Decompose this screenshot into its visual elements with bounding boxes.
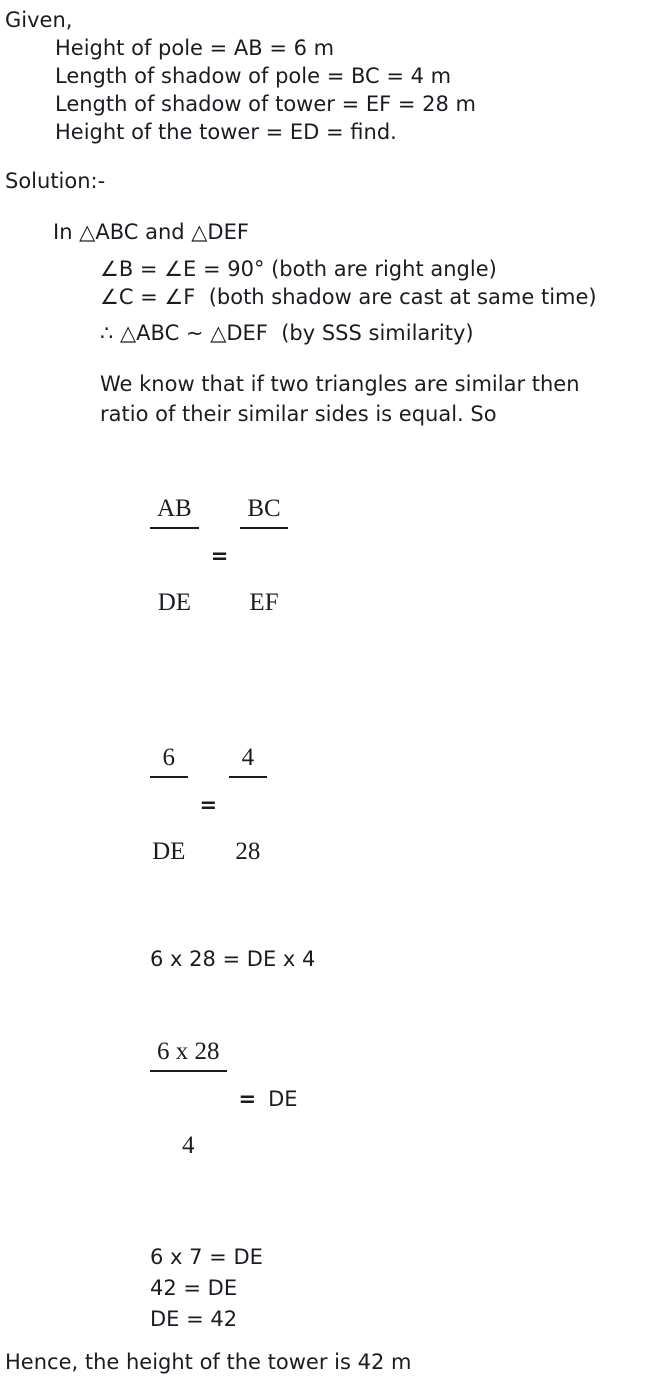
equals-sign: = xyxy=(238,1087,257,1111)
step-line-42-de: 42 = DE xyxy=(150,1276,238,1300)
fraction-numerator: 6 x 28 xyxy=(150,1038,227,1072)
explanation-line-1: We know that if two triangles are similar then xyxy=(100,372,580,396)
angle-line-b-e: ∠B = ∠E = 90° (both are right angle) xyxy=(100,257,497,281)
conclusion-line: Hence, the height of the tower is 42 m xyxy=(5,1350,412,1374)
fraction-denominator: 28 xyxy=(235,838,261,865)
given-line-pole-shadow: Length of shadow of pole = BC = 4 m xyxy=(55,64,452,88)
fraction-numerator: 4 xyxy=(229,744,267,778)
equals-sign: = xyxy=(199,793,218,817)
given-line-tower-height: Height of the tower = ED = find. xyxy=(55,120,397,144)
step-line-de-42: DE = 42 xyxy=(150,1307,238,1331)
angle-equality-block xyxy=(5,255,651,311)
fraction-denominator: DE xyxy=(152,838,186,865)
in-triangles-line: In △ABC and △DEF xyxy=(53,220,249,244)
similarity-explanation xyxy=(5,369,651,429)
equation-solve-de xyxy=(150,982,651,1216)
fraction-6x28-4 xyxy=(150,982,227,1216)
fraction-bc-ef xyxy=(240,439,287,673)
fraction-denominator: DE xyxy=(157,589,192,616)
fraction-numerator: AB xyxy=(150,495,199,529)
fraction-ab-de xyxy=(150,439,199,673)
given-line-tower-shadow: Length of shadow of tower = EF = 28 m xyxy=(55,92,476,116)
solution-heading: Solution:- xyxy=(5,169,106,193)
equation-final-steps xyxy=(5,1242,651,1335)
fraction-6-de xyxy=(150,688,188,922)
therefore-similarity-line: ∴ △ABC ∼ △DEF (by SSS similarity) xyxy=(100,321,474,345)
fraction-numerator: 6 xyxy=(150,744,188,778)
given-block xyxy=(5,34,651,146)
equation-cross-multiply: 6 x 28 = DE x 4 xyxy=(150,947,316,971)
explanation-line-2: ratio of their similar sides is equal. So xyxy=(100,402,497,426)
angle-line-c-f: ∠C = ∠F (both shadow are cast at same time) xyxy=(100,285,597,309)
equals-sign: = xyxy=(210,544,229,568)
given-line-pole-height: Height of pole = AB = 6 m xyxy=(55,36,335,60)
fraction-denominator: EF xyxy=(249,589,279,616)
given-heading: Given, xyxy=(5,8,73,32)
equation-ratio-values xyxy=(150,688,651,922)
fraction-4-28 xyxy=(229,688,267,922)
step-line-multiply: 6 x 7 = DE xyxy=(150,1245,263,1269)
fraction-denominator: 4 xyxy=(182,1132,195,1159)
fraction-numerator: BC xyxy=(240,495,287,529)
equation-ratio-letters xyxy=(150,439,651,673)
equation-result-symbol: DE xyxy=(268,1087,298,1111)
